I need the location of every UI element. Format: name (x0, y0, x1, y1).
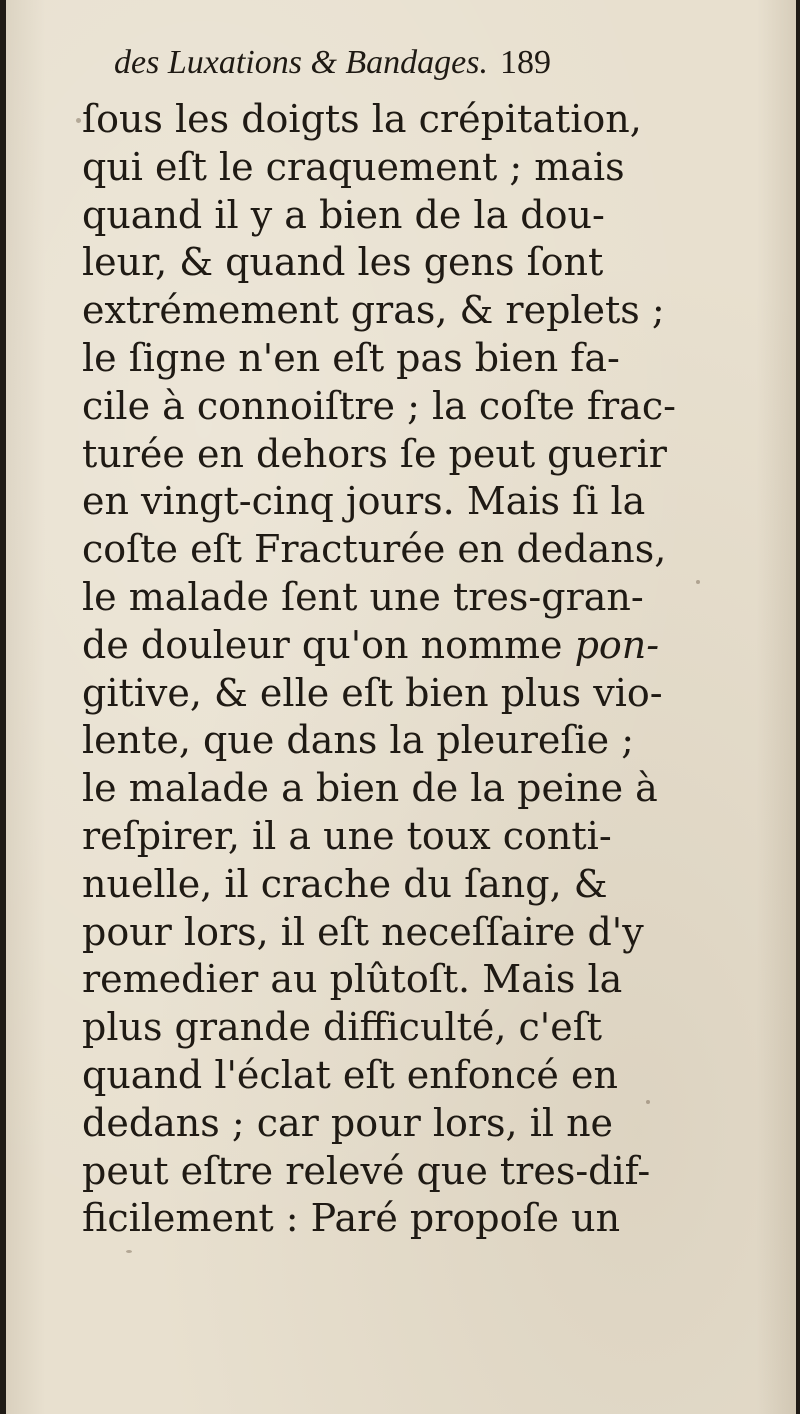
text-line: le malade ſent une tres-gran- (82, 574, 644, 619)
page-number: 189 (499, 44, 551, 81)
text-line-start: de douleur qu'on nomme (82, 622, 575, 667)
running-head-title: des Luxations & Bandages. (114, 44, 488, 81)
text-line (82, 622, 660, 670)
text-line: remedier au plûtoſt. Mais la (82, 957, 623, 1002)
text-line: dedans ; car pour lors, il ne (82, 1100, 614, 1145)
text-line: coſte eſt Fracturée en dedans, (82, 527, 667, 572)
paper-speck (126, 1250, 132, 1253)
body-text (82, 96, 676, 1241)
text-line: extrémement gras, & replets ; (82, 288, 665, 333)
text-line: le malade a bien de la peine à (82, 766, 658, 811)
text-line: le ſigne n'en eſt pas bien fa- (82, 335, 620, 380)
text-line: peut eſtre relevé que tres-dif- (82, 1148, 651, 1193)
italic-word-part: pon- (574, 622, 660, 667)
text-line: cile à connoiſtre ; la coſte frac- (82, 383, 676, 428)
text-line: lente, que dans la pleureſie ; (82, 718, 635, 763)
paper-speck (646, 1100, 650, 1104)
text-line: quand il y a bien de la dou- (82, 192, 605, 237)
book-page (6, 0, 796, 1414)
text-line: turée en dehors ſe peut guerir (82, 431, 667, 476)
text-line: pour lors, il eſt neceſſaire d'y (82, 909, 644, 954)
paper-speck (76, 118, 81, 123)
text-line: qui eſt le craquement ; mais (82, 144, 625, 189)
text-line: nuelle, il crache du ſang, & (82, 861, 608, 906)
text-line: ſous les doigts la crépitation, (82, 97, 642, 141)
text-line: reſpirer, il a une toux conti- (82, 813, 612, 858)
text-line: plus grande difficulté, c'eſt (82, 1005, 603, 1050)
text-line: en vingt-cinq jours. Mais ſi la (82, 479, 646, 524)
running-head (114, 44, 674, 94)
text-line: quand l'éclat eſt enfoncé en (82, 1052, 618, 1097)
text-line: leur, & quand les gens ſont (82, 240, 604, 285)
paper-speck (696, 580, 700, 584)
text-line: gitive, & elle eſt bien plus vio- (82, 670, 663, 715)
text-line: ficilement : Paré propoſe un (82, 1196, 621, 1241)
